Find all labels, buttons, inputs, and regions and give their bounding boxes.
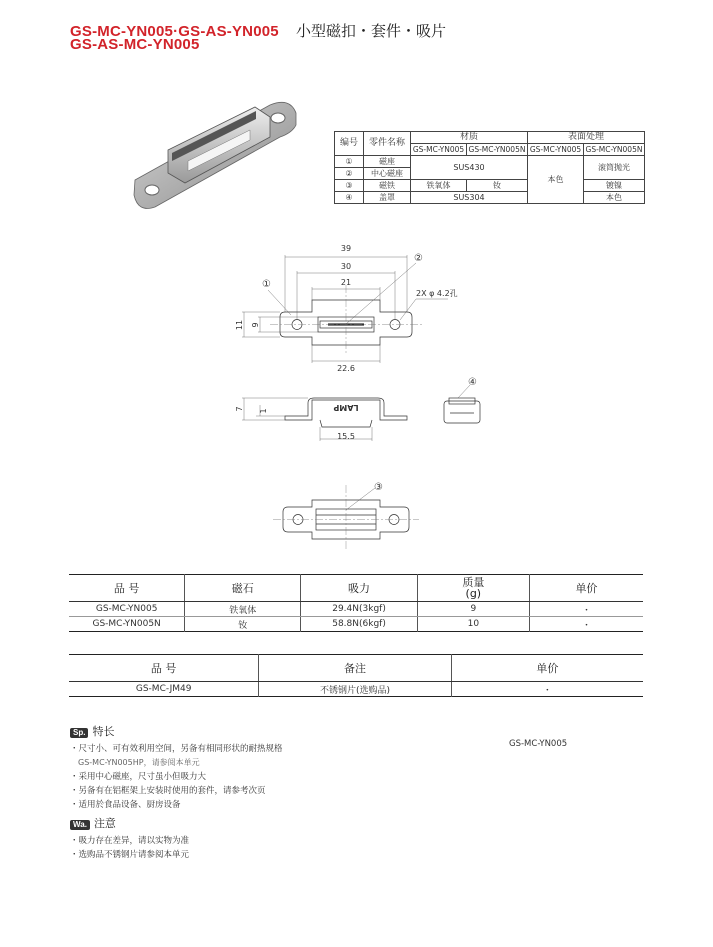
price-cell: ・ — [529, 617, 643, 632]
dim-30: 30 — [340, 262, 352, 271]
product-header-code: 品 号 — [69, 575, 185, 602]
product-code-2: GS-AS-YN005 — [178, 23, 279, 40]
spec-header-surface: 表面处理 — [528, 132, 645, 144]
table-row — [69, 617, 643, 632]
callout-4: ④ — [468, 377, 477, 388]
spec-surface-plain: 本色 — [528, 156, 584, 204]
table-row — [69, 602, 643, 617]
spec-material-neodymium: 钕 — [467, 180, 528, 192]
spec-material-sus304: SUS304 — [411, 192, 528, 204]
price-cell: ・ — [529, 602, 643, 617]
accessory-code-cell: GS-MC-JM49 — [135, 684, 192, 694]
spec-row-no: ① — [335, 156, 364, 168]
feature-line: ・尺寸小、可有效利用空间，另备有相同形状的耐热规格 — [70, 744, 283, 754]
accessory-header-note: 备注 — [259, 655, 451, 682]
product-code-3: GS-AS-MC-YN005 — [70, 36, 200, 53]
spec-row-no: ③ — [335, 180, 364, 192]
spec-row-part: 磁座 — [364, 156, 411, 168]
accessory-table — [69, 654, 643, 697]
features-section — [70, 720, 283, 812]
notes-section — [70, 812, 189, 862]
page-title: 小型磁扣・套件・吸片 — [295, 22, 446, 40]
dim-9: 9 — [251, 322, 260, 328]
hole-note: 2X φ 4.2孔 — [416, 289, 458, 298]
spec-material-ferrite: 铁氧体 — [411, 180, 467, 192]
feature-line: ・采用中心磁座，尺寸虽小但吸力大 — [70, 772, 207, 782]
mass-cell: 9 — [417, 602, 529, 617]
dim-21: 21 — [340, 278, 352, 287]
table-row — [69, 682, 643, 697]
mass-cell: 10 — [417, 617, 529, 632]
spec-header-part: 零件名称 — [364, 132, 411, 156]
feature-line: ・另备有在铝框架上安装时使用的套件，请参考次页 — [70, 786, 266, 796]
force-cell: 29.4N(3kgf) — [301, 602, 417, 617]
spec-row-no: ④ — [335, 192, 364, 204]
code-separator: · — [173, 23, 179, 40]
callout-1: ① — [262, 279, 271, 290]
spec-subcol: GS-MC-YN005N — [467, 144, 528, 156]
accessory-price-cell: ・ — [451, 682, 643, 697]
spec-row-part: 中心磁座 — [364, 168, 411, 180]
callout-3: ③ — [374, 482, 383, 493]
magnet-cell: 钕 — [185, 617, 301, 632]
spec-row-part: 盖罩 — [364, 192, 411, 204]
product-table — [69, 574, 643, 632]
accessory-note-cell: 不锈钢片(选购品) — [259, 682, 451, 697]
dim-7: 7 — [235, 406, 244, 412]
feature-line: ・适用於食品设备、厨房设备 — [70, 800, 181, 810]
features-badge: Sp. — [70, 728, 88, 738]
spec-subcol: GS-MC-YN005 — [411, 144, 467, 156]
note-line: ・选购品不锈钢片请参阅本单元 — [70, 850, 190, 860]
notes-title: 注意 — [93, 817, 116, 830]
product-header-force: 吸力 — [301, 575, 417, 602]
callout-2: ② — [414, 253, 423, 264]
spec-header-no: 编号 — [335, 132, 364, 156]
force-cell: 58.8N(6kgf) — [301, 617, 417, 632]
spec-surface-plain-2: 本色 — [584, 192, 645, 204]
notes-badge: Wa. — [70, 820, 90, 830]
spec-table — [334, 131, 645, 204]
accessory-header-price: 单价 — [451, 655, 643, 682]
note-line: ・吸力存在差异，请以实物为准 — [70, 836, 190, 846]
spec-subcol: GS-MC-YN005 — [528, 144, 584, 156]
accessory-header-code: 品 号 — [69, 655, 259, 682]
spec-header-material: 材质 — [411, 132, 528, 144]
spec-surface-plated: 镀镍 — [584, 180, 645, 192]
magnet-cell: 铁氧体 — [185, 602, 301, 617]
dim-1: 1 — [259, 408, 268, 414]
technical-drawing — [230, 235, 490, 565]
feature-line-sub: GS-MC-YN005HP，请参阅本单元 — [78, 758, 200, 767]
dim-22-6: 22.6 — [337, 364, 355, 373]
dim-15-5: 15.5 — [337, 432, 355, 441]
spec-surface-barrel: 滚筒抛光 — [584, 156, 645, 180]
product-code-cell: GS-MC-YN005 — [69, 602, 185, 617]
product-photo — [130, 95, 300, 210]
dim-11: 11 — [235, 319, 244, 331]
dim-39: 39 — [340, 244, 352, 253]
features-title: 特长 — [92, 725, 115, 738]
spec-row-part: 磁铁 — [364, 180, 411, 192]
product-header-price: 单价 — [529, 575, 643, 602]
emboss-text: LAMP — [333, 403, 359, 412]
product-header-magnet: 磁石 — [185, 575, 301, 602]
product-code-cell: GS-MC-YN005N — [92, 619, 161, 629]
side-product-code: GS-MC-YN005 — [509, 739, 568, 749]
spec-material-sus430: SUS430 — [411, 156, 528, 180]
product-header-mass: 质量 (g) — [417, 575, 529, 602]
spec-subcol: GS-MC-YN005N — [584, 144, 645, 156]
spec-row-no: ② — [335, 168, 364, 180]
product-code-1: GS-MC-YN005 — [70, 23, 174, 40]
